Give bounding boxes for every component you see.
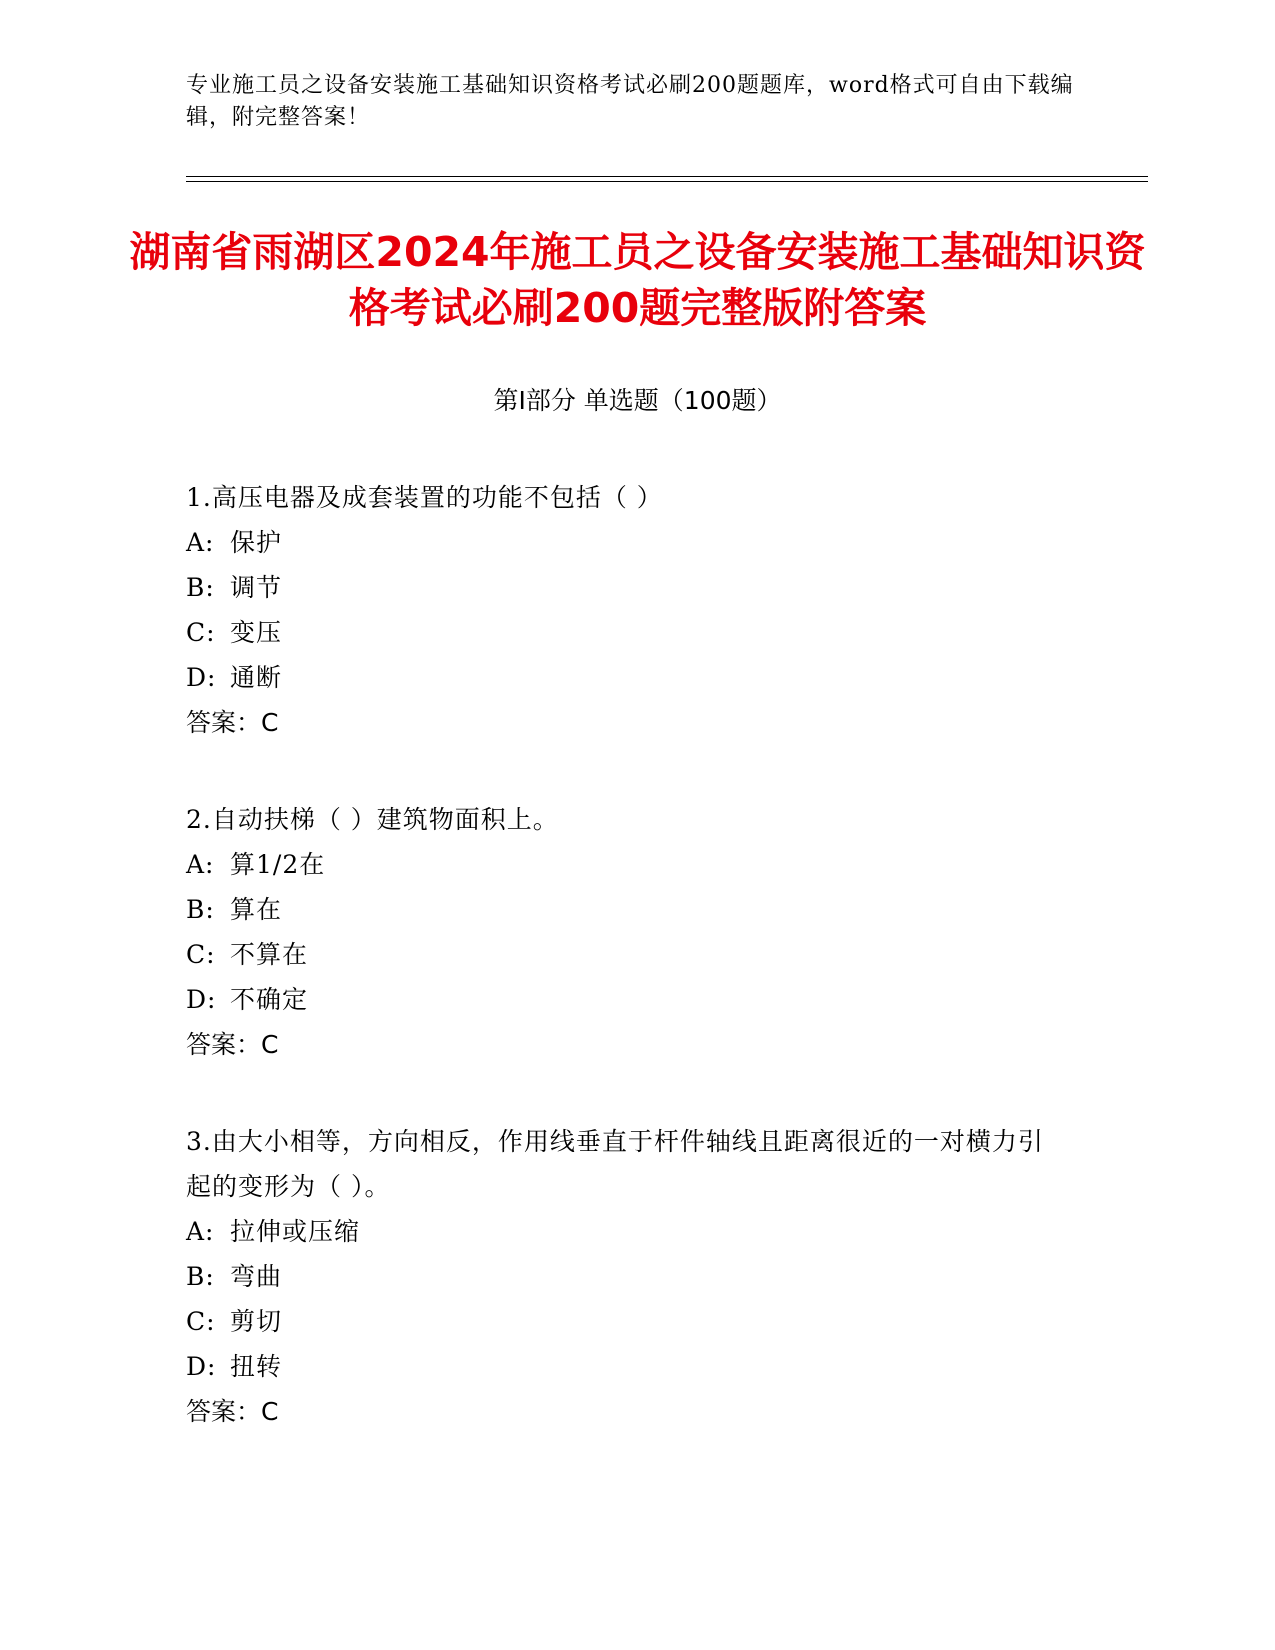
option-d <box>186 655 1066 700</box>
option-text: 弯曲 <box>230 1262 283 1291</box>
answer-line <box>186 1022 1066 1067</box>
option-d <box>186 1344 1066 1389</box>
option-b <box>186 1254 1066 1299</box>
answer-value: C <box>261 1397 279 1426</box>
option-list <box>186 842 1066 1022</box>
option-a <box>186 842 1066 887</box>
option-a <box>186 1209 1066 1254</box>
section-heading: 第I部分 单选题（100题） <box>493 386 782 415</box>
option-text: 剪切 <box>230 1307 283 1336</box>
option-c <box>186 1299 1066 1344</box>
answer-value: C <box>261 708 279 737</box>
answer-label: 答案： <box>186 1030 262 1059</box>
answer-label: 答案： <box>186 708 262 737</box>
option-text: 扭转 <box>230 1352 283 1381</box>
option-letter: C: <box>186 940 216 969</box>
option-text: 保护 <box>230 528 283 557</box>
answer-line <box>186 700 1066 745</box>
option-letter: B: <box>186 895 215 924</box>
option-a <box>186 520 1066 565</box>
header-divider-top <box>186 176 1148 177</box>
option-b <box>186 565 1066 610</box>
option-b <box>186 887 1066 932</box>
question-3 <box>186 1119 1066 1434</box>
option-letter: A: <box>186 850 215 879</box>
option-text: 通断 <box>230 663 283 692</box>
option-letter: D: <box>186 663 217 692</box>
question-2 <box>186 797 1066 1067</box>
document-title: 湖南省雨湖区2024年施工员之设备安装施工基础知识资格考试必刷200题完整版附答案 <box>129 228 1146 332</box>
option-text: 变压 <box>230 618 283 647</box>
option-letter: D: <box>186 1352 217 1381</box>
answer-label: 答案： <box>186 1397 262 1426</box>
option-letter: C: <box>186 1307 216 1336</box>
option-text: 拉伸或压缩 <box>230 1217 361 1246</box>
question-stem: 1.高压电器及成套装置的功能不包括（ ） <box>186 483 663 512</box>
answer-value: C <box>261 1030 279 1059</box>
option-c <box>186 932 1066 977</box>
option-letter: B: <box>186 1262 215 1291</box>
option-letter: A: <box>186 1217 215 1246</box>
option-c <box>186 610 1066 655</box>
option-list <box>186 1209 1066 1389</box>
question-1 <box>186 475 1066 745</box>
option-text: 不确定 <box>230 985 309 1014</box>
option-letter: C: <box>186 618 216 647</box>
option-letter: B: <box>186 573 215 602</box>
option-text: 不算在 <box>230 940 309 969</box>
question-list <box>186 475 1066 1486</box>
question-stem: 2.自动扶梯（ ）建筑物面积上。 <box>186 805 559 834</box>
option-text: 算1/2在 <box>230 850 326 879</box>
option-d <box>186 977 1066 1022</box>
question-stem: 3.由大小相等，方向相反，作用线垂直于杆件轴线且距离很近的一对横力引起的变形为（ ）。 <box>186 1127 1044 1201</box>
answer-line <box>186 1389 1066 1434</box>
option-text: 算在 <box>230 895 283 924</box>
option-list <box>186 520 1066 700</box>
header-divider-bottom <box>186 181 1148 182</box>
option-letter: D: <box>186 985 217 1014</box>
option-letter: A: <box>186 528 215 557</box>
option-text: 调节 <box>230 573 283 602</box>
header-note: 专业施工员之设备安装施工基础知识资格考试必刷200题题库，word格式可自由下载编辑，附完整答案！ <box>186 73 1074 130</box>
